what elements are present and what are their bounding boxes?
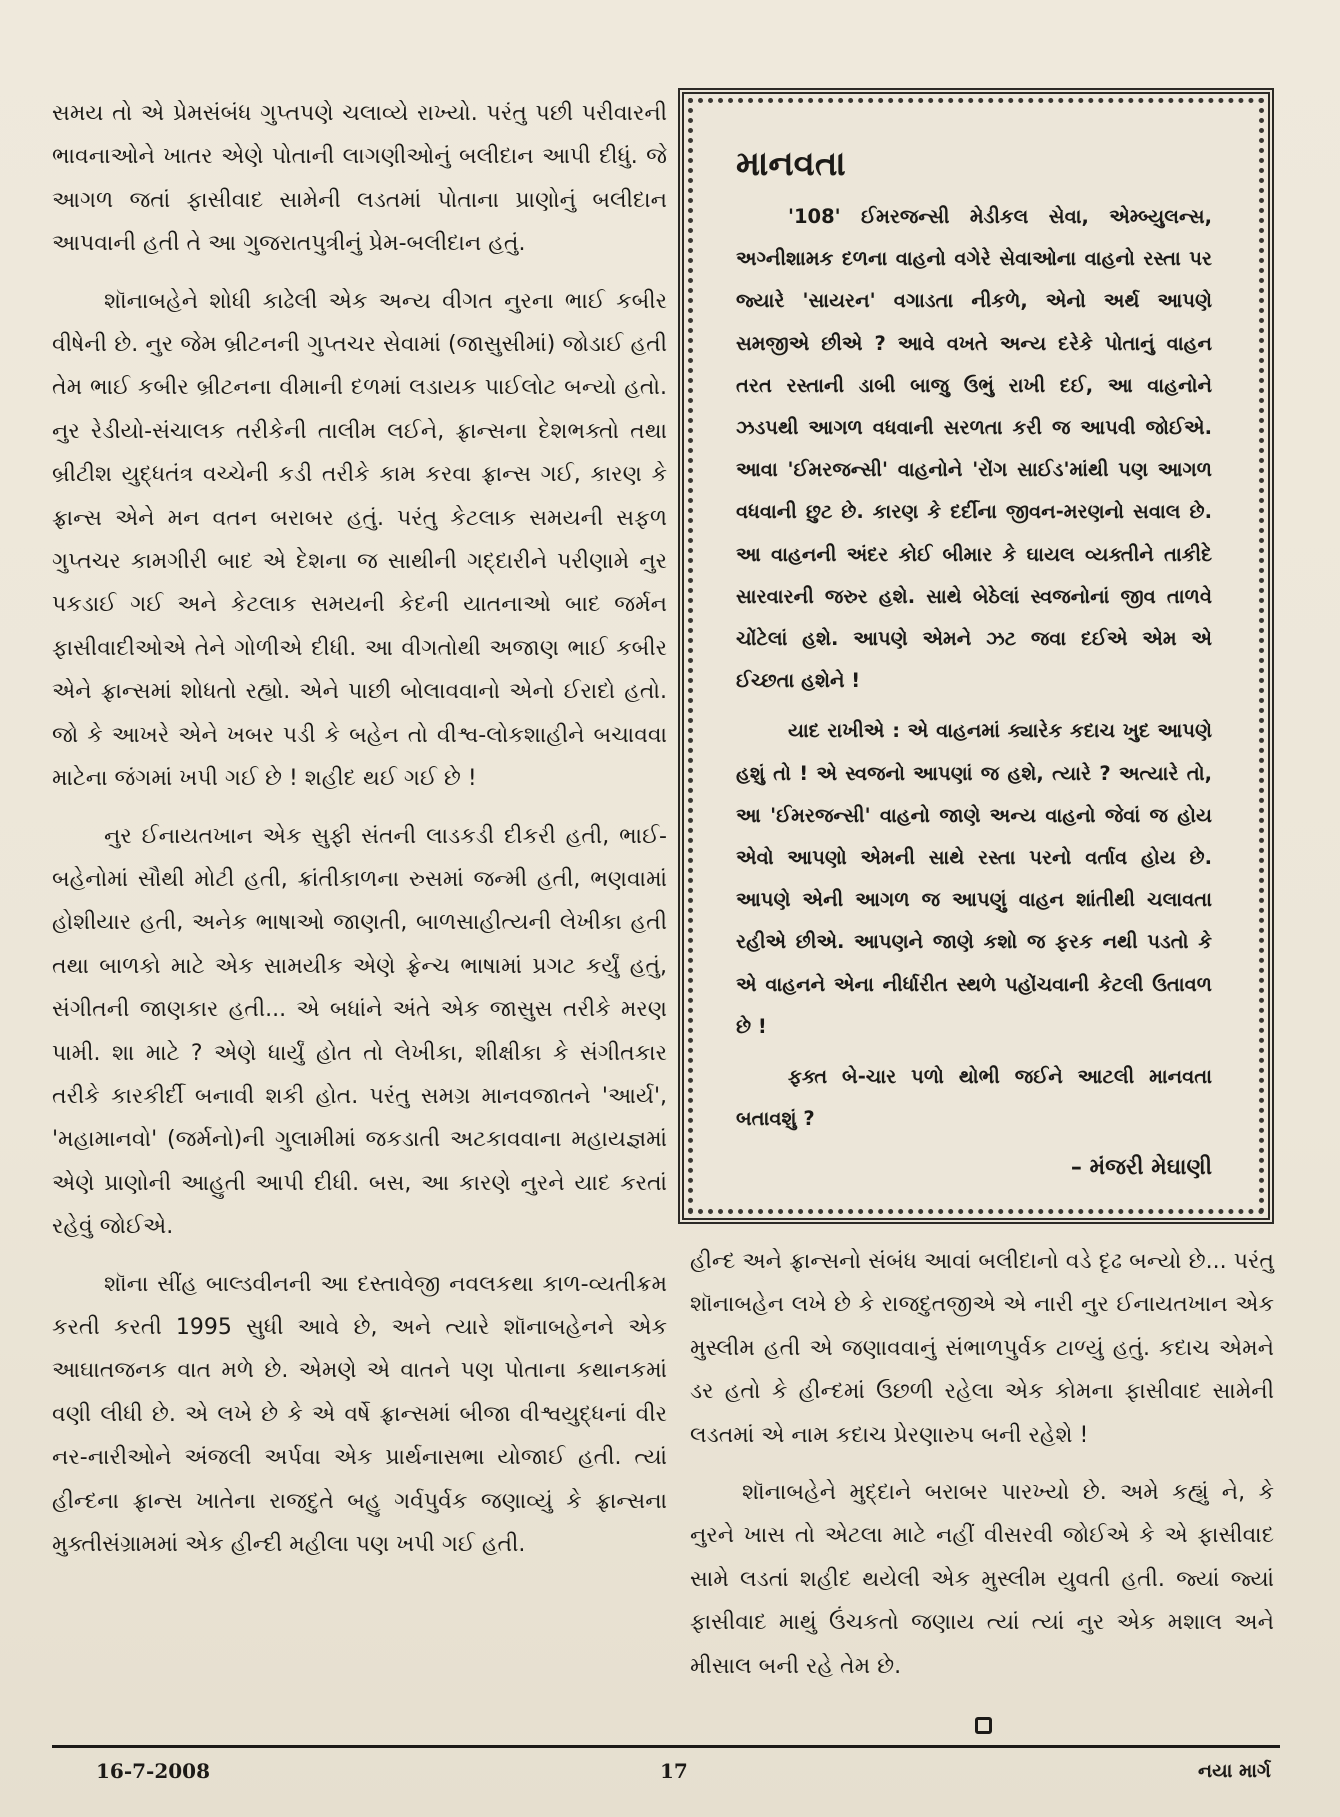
left-paragraph-3: નુર ઈનાયતખાન એક સુફી સંતની લાડકડી દીકરી હતી, ભાઈ-બહેનોમાં સૌથી મોટી હતી, ક્રાંતીકાળના રુસમાં જન્મી હતી, ભણવામાં હોશીયાર હતી, અનેક ભાષાઓ જાણતી, બાળસાહીત્યની લેખીકા હતી તથા બાળકો માટે એક સામયીક એણે ફ્રેન્ચ ભાષામાં પ્રગટ કર્યું હતું, સંગીતની જાણકાર હતી... એ બધાંને અંતે એક જાસુસ તરીકે મરણ પામી. શા માટે ? એણે ધાર્યું હોત તો લેખીકા, શીક્ષીકા કે સંગીતકાર તરીકે કારકીર્દી બનાવી શકી હોત. પરંતુ સમગ્ર માનવજાતને 'આર્ય', 'મહામાનવો' (જર્મનો)ની ગુલામીમાં જકડાતી અટકાવવાના મહાયજ્ઞમાં એણે પ્રાણોની આહુતી આપી દીધી. બસ, આ કારણે નુરને યાદ કરતાં રહેવું જોઈએ. bbox=[52, 823, 667, 1240]
right-paragraph-2: શૉનાબહેને મુદ્દાને બરાબર પારખ્યો છે. અમે કહ્યું ને, કે નુરને ખાસ તો એટલા માટે નહીં વીસરવી જોઈએ કે એ ફાસીવાદ સામે લડતાં શહીદ થયેલી એક મુસ્લીમ યુવતી હતી. જ્યાં જ્યાં ફાસીવાદ માથું ઉંચકતો જણાય ત્યાં ત્યાં નુર એક મશાલ અને મીસાલ બની રહે તેમ છે. bbox=[690, 1480, 1274, 1679]
sidebar-box bbox=[678, 88, 1274, 1224]
end-of-article-square-icon bbox=[975, 1717, 992, 1734]
sidebar-content bbox=[736, 142, 1212, 1181]
footer-divider bbox=[52, 1745, 1280, 1748]
page-number: 17 bbox=[660, 1759, 688, 1783]
left-column bbox=[52, 92, 667, 1742]
sidebar-paragraph-3: ફક્ત બે-ચાર પળો થોભી જઈને આટલી માનવતા બતાવશું ? bbox=[736, 1065, 1212, 1131]
magazine-name: નયા માર્ગ bbox=[1198, 1760, 1271, 1782]
left-paragraph-1: સમય તો એ પ્રેમસંબંધ ગુપ્તપણે ચલાવ્યે રાખ્યો. પરંતુ પછી પરીવારની ભાવનાઓને ખાતર એણે પોતાની લાગણીઓનું બલીદાન આપી દીધું. જે આગળ જતાં ફાસીવાદ સામેની લડતમાં પોતાના પ્રાણોનું બલીદાન આપવાની હતી તે આ ગુજરાતપુત્રીનું પ્રેમ-બલીદાન હતું. bbox=[52, 101, 667, 257]
sidebar-author: – મંજરી મેઘાણી bbox=[1070, 1155, 1212, 1181]
left-paragraph-4: શૉના સીંહ બાલ્ડવીનની આ દસ્તાવેજી નવલકથા કાળ-વ્યતીક્રમ કરતી કરતી 1995 સુધી આવે છે, અને ત્યારે શૉનાબહેનને એક આઘાતજનક વાત મળે છે. એમણે એ વાતને પણ પોતાના કથાનકમાં વણી લીધી છે. એ લખે છે કે એ વર્ષે ફ્રાન્સમાં બીજા વીશ્વયુદ્ધનાં વીર નર-નારીઓને અંજલી અર્પવા એક પ્રાર્થનાસભા યોજાઈ હતી. ત્યાં હીન્દના ફ્રાન્સ ખાતેના રાજદુતે બહુ ગર્વપુર્વક જણાવ્યું કે ફ્રાન્સના મુક્તીસંગ્રામમાં એક હીન્દી મહીલા પણ ખપી ગઈ હતી. bbox=[52, 1271, 667, 1557]
footer-date: 16-7-2008 bbox=[96, 1759, 211, 1783]
sidebar-paragraph-2: યાદ રાખીએ : એ વાહનમાં ક્યારેક કદાચ ખુદ આપણે હશું તો ! એ સ્વજનો આપણાં જ હશે, ત્યારે ? અત્યારે તો, આ 'ઈમરજન્સી' વાહનો જાણે અન્ય વાહનો જેવાં જ હોય એવો આપણો એમની સાથે રસ્તા પરનો વર્તાવ હોય છે. આપણે એની આગળ જ આપણું વાહન શાંતીથી ચલાવતા રહીએ છીએ. આપણને જાણે કશો જ ફરક નથી પડતો કે એ વાહનને એના નીર્ધારીત સ્થળે પહોંચવાની કેટલી ઉતાવળ છે ! bbox=[736, 719, 1212, 1038]
right-bottom-column bbox=[690, 1240, 1274, 1679]
right-paragraph-1: હીન્દ અને ફ્રાન્સનો સંબંધ આવાં બલીદાનો વડે દૃઢ બન્યો છે... પરંતુ શૉનાબહેન લખે છે કે રાજદુતજીએ એ નારી નુર ઈનાયતખાન એક મુસ્લીમ હતી એ જણાવવાનું સંભાળપુર્વક ટાળ્યું હતું. કદાચ એમને ડર હતો કે હીન્દમાં ઉછળી રહેલા એક કોમના ફાસીવાદ સામેની લડતમાં એ નામ કદાચ પ્રેરણારુપ બની રહેશે ! bbox=[690, 1249, 1274, 1448]
sidebar-paragraph-1: '108' ઈમરજન્સી મેડીકલ સેવા, એમ્બ્યુલન્સ, અગ્નીશામક દળના વાહનો વગેરે સેવાઓના વાહનો રસ્તા પર જ્યારે 'સાયરન' વગાડતા નીકળે, એનો અર્થ આપણે સમજીએ છીએ ? આવે વખતે અન્ય દરેકે પોતાનું વાહન તરત રસ્તાની ડાબી બાજુ ઉભું રાખી દઈ, આ વાહનોને ઝડપથી આગળ વધવાની સરળતા કરી જ આપવી જોઈએ. આવા 'ઈમરજન્સી' વાહનોને 'રોંગ સાઈડ'માંથી પણ આગળ વધવાની છુટ છે. કારણ કે દર્દીના જીવન-મરણનો સવાલ છે. આ વાહનની અંદર કોઈ બીમાર કે ઘાયલ વ્યક્તીને તાકીદે સારવારની જરુર હશે. સાથે બેઠેલાં સ્વજનોનાં જીવ તાળવે ચોંટેલાં હશે. આપણે એમને ઝટ જવા દઈએ એમ એ ઈચ્છતા હશેને ! bbox=[736, 205, 1212, 693]
sidebar-title: માનવતા bbox=[736, 144, 846, 184]
left-paragraph-2: શૉનાબહેને શોધી કાઢેલી એક અન્ય વીગત નુરના ભાઈ કબીર વીષેની છે. નુર જેમ બ્રીટનની ગુપ્તચર સેવામાં (જાસુસીમાં) જોડાઈ હતી તેમ ભાઈ કબીર બ્રીટનના વીમાની દળમાં લડાયક પાઈલોટ બન્યો હતો. નુર રેડીયો-સંચાલક તરીકેની તાલીમ લઈને, ફ્રાન્સના દેશભક્તો તથા બ્રીટીશ યુદ્ધતંત્ર વચ્ચેની કડી તરીકે કામ કરવા ફ્રાન્સ ગઈ, કારણ કે ફ્રાન્સ એને મન વતન બરાબર હતું. પરંતુ કેટલાક સમયની સફળ ગુપ્તચર કામગીરી બાદ એ દેશના જ સાથીની ગદ્દારીને પરીણામે નુર પકડાઈ ગઈ અને કેટલાક સમયની કેદની યાતનાઓ બાદ જર્મન ફાસીવાદીઓએ તેને ગોળીએ દીધી. આ વીગતોથી અજાણ ભાઈ કબીર એને ફ્રાન્સમાં શોધતો રહ્યો. એને પાછી બોલાવવાનો એનો ઈરાદો હતો. જો કે આખરે એને ખબર પડી કે બહેન તો વીશ્વ-લોકશાહીને બચાવવા માટેના જંગમાં ખપી ગઈ છે ! શહીદ થઈ ગઈ છે ! bbox=[52, 288, 667, 792]
